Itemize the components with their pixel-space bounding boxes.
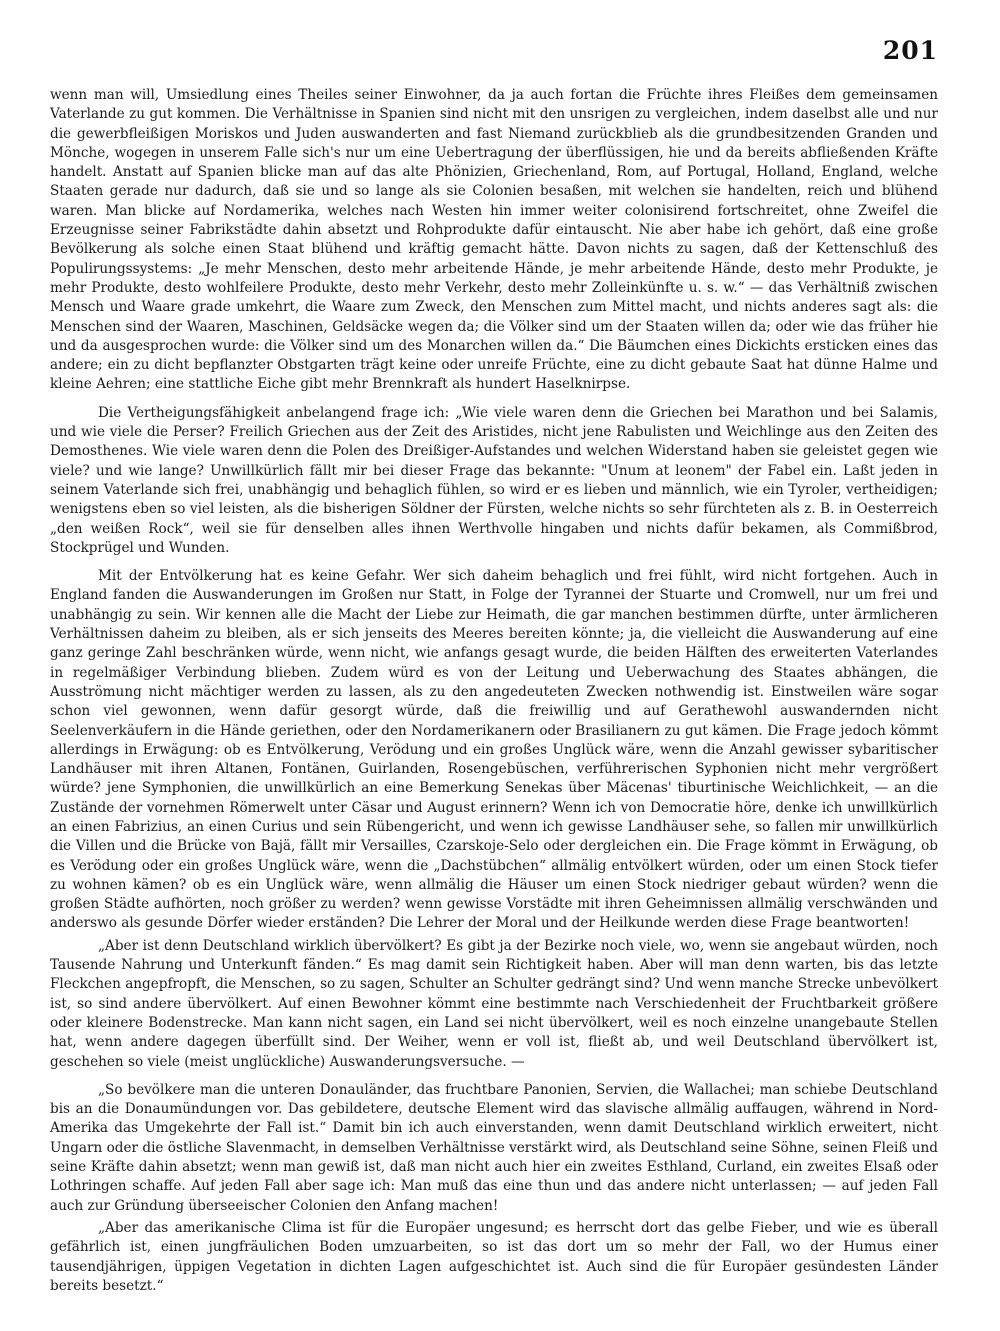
paragraph-overpopulation-question: „Aber ist denn Deutschland wirklich übervölkert? Es gibt ja der Bezirke noch viele, wo, wenn sie angebaut würden, noch Tausende Nahrung und Unterkunft fänden.“ Es mag damit sein Richtigkeit haben. Aber will man denn warten, bis das letzte Fleckchen angepfropft, die Menschen, so zu sagen, Schulter an Schulter gedrängt sind? Und wenn manche Strecke unbevölkert ist, so sind andere übervölkert. Auf einen Bewohner kömmt eine bestimmte nach Verschiedenheit der Fruchtbarkeit größere oder kleinere Bodenstrecke. Man kann nicht sagen, ein Land sei nicht übervölkert, weil es noch einzelne unangebaute Stellen hat, wenn andere dagegen überfüllt sind. Der Weiher, wenn er voll ist, fließt ab, und weil Deutschland übervölkert ist, geschehen so viele (meist unglückliche) Auswanderungsversuche. — [50, 937, 938, 1070]
paragraph-depopulation: Mit der Entvölkerung hat es keine Gefahr. Wer sich daheim behaglich und frei fühlt, wird nicht fortgehen. Auch in England fanden die Auswanderungen im Großen nur Statt, in Folge der Tyrannei der Stuarte und Cromwell, nur um frei und unabhängig zu sein. Wir kennen alle die Macht der Liebe zur Heimath, die gar manchen bestimmen dürfte, unter ärmlicheren Verhältnissen daheim zu bleiben, als er sich jenseits des Meeres bereiten könnte; ja, die vielleicht die Auswanderung auf eine ganz geringe Zahl beschränken würde, wenn nicht, wie anfangs gesagt wurde, die beiden Hälften des erweiterten Vaterlandes in regelmäßiger Verbindung blieben. Zudem würd es von der Leitung und Ueberwachung des Staates abhängen, die Ausströmung nicht mächtiger werden zu lassen, als zu den angedeuteten Zwecken nothwendig ist. Einstweilen wäre sogar schon viel gewonnen, wenn dafür gesorgt würde, daß die freiwillig und auf Gerathewohl auswandernden nicht Seelenverkäufern in die Hände geriethen, oder den Nordamerikanern oder Brasilianern zu gut kämen. Die Frage jedoch kömmt allerdings in Erwägung: ob es Entvölkerung, Verödung und ein großes Unglück wäre, wenn die Anzahl gewisser sybaritischer Landhäuser mit ihren Altanen, Fontänen, Guirlanden, Rosengebüschen, verführerischen Syphonien nicht mehr vergrößert würde? jene Symphonien, die unwillkürlich an eine Bemerkung Senekas über Mäcenas' tiburtinische Weichlichkeit, — an die Zustände der vornehmen Römerwelt unter Cäsar und August erinnern? Wenn ich von Democratie höre, denke ich unwillkürlich an einen Fabrizius, an einen Curius und sein Rübengericht, und wenn ich gewisse Landhäuser sehe, so fallen mir unwillkürlich die Villen und die Brücke von Bajä, fällt mir Versailles, Czarskoje-Selo oder dergleichen ein. Die Frage kömmt in Erwägung, ob es Verödung oder ein großes Unglück wäre, wenn die „Dachstübchen“ allmälig entvölkert würden, oder um einen Stock tiefer zu wohnen kämen? ob es ein Unglück wäre, wenn allmälig die Häuser um einen Stock niedriger gebaut würden? wenn die großen Städte aufhörten, noch größer zu werden? wenn gewisse Vorstädte mit ihren Geheimnissen allmälig verschwänden und anderswo als gesunde Dörfer wieder erständen? Die Lehrer der Moral und der Heilkunde werden diese Frage beantworten! [50, 568, 938, 932]
paragraph-american-climate: „Aber das amerikanische Clima ist für die Europäer ungesund; es herrscht dort das gelbe Fieber, und wie es überall gefährlich ist, einen jungfräulichen Boden umzuarbeiten, so ist das dort um so mehr der Fall, wo der Humus einer tausendjährigen, üppigen Vegetation in dichten Lagen aufgeschichtet ist. Auch sind die für Europäer gesündesten Länder bereits besetzt.“ [50, 1219, 938, 1294]
page-number: 201 [882, 36, 938, 65]
paragraph-danube-lands: „So bevölkere man die unteren Donauländer, das fruchtbare Panonien, Servien, die Wallachei; man schiebe Deutschland bis an die Donaumündungen vor. Das gebildetere, deutsche Element wird das slavische allmälig auffaugen, während in Nord-Amerika das Umgekehrte der Fall ist.“ Damit bin ich auch einverstanden, wenn damit Deutschland wirklich erweitert, nicht Ungarn oder die östliche Slavenmacht, in demselben Verhältnisse verstärkt wird, als Deutschland seine Söhne, seinen Fleiß und seine Kräfte dahin absetzt; wenn man gewiß ist, daß man nicht auch hier ein zweites Esthland, Curland, ein zweites Elsaß oder Lothringen schaffe. Auf jeden Fall aber sage ich: Man muß das eine thun und das andere nicht unterlassen; — auf jeden Fall auch zur Gründung überseeischer Colonien den Anfang machen! [50, 1081, 938, 1214]
paragraph-defense-capability: Die Vertheigungsfähigkeit anbelangend frage ich: „Wie viele waren denn die Griechen bei Marathon und bei Salamis, und wie viele die Perser? Freilich Griechen aus der Zeit des Aristides, nicht jene Rabulisten und Weichlinge aus den Zeiten des Demosthenes. Wie viele waren denn die Polen des Dreißiger-Aufstandes und welchen Widerstand haben sie geleistet gegen wie viele? und wie lange? Unwillkürlich fällt mir bei dieser Frage das bekannte: "Unum at leonem" der Fabel ein. Laßt jeden in seinem Vaterlande sich frei, unabhängig und behaglich fühlen, so wird er es lieben und männlich, wie ein Tyroler, vertheidigen; wenigstens eben so viel leisten, als die bisherigen Söldner der Fürsten, welche nichts so sehr fürchteten als z. B. in Oesterreich „den weißen Rock“, weil sie für denselben alles ihnen Werthvolle hingaben und nichts dafür bekamen, als Commißbrod, Stockprügel und Wunden. [50, 404, 938, 556]
paragraph-emigration-comparison: wenn man will, Umsiedlung eines Theiles seiner Einwohner, da ja auch fortan die Früchte ihres Fleißes dem gemeinsamen Vaterlande zu gut kommen. Die Verhältnisse in Spanien sind nicht mit den unsrigen zu vergleichen, indem daselbst alle und nur die gewerbfleißigen Moriskos und Juden auswanderten and fast Niemand zurückblieb als die grundbesitzenden Granden und Mönche, wogegen in unserem Falle sich's nur um eine Uebertragung der überflüssigen, hie und da bereits abfließenden Kräfte handelt. Anstatt auf Spanien blicke man auf das alte Phönizien, Griechenland, Rom, auf Portugal, Holland, England, welche Staaten gerade nur dadurch, daß sie und so lange als sie Colonien besaßen, mit welchen sie handelten, reich und blühend waren. Man blicke auf Nordamerika, welches nach Westen hin immer weiter colonisirend fortschreitet, ohne Zweifel die Erzeugnisse seiner Fabrikstädte dahin absetzt und Rohprodukte dafür eintauscht. Nie aber habe ich gehört, daß eine große Bevölkerung als solche einen Staat blühend und kräftig gemacht hätte. Davon nichts zu sagen, daß der Kettenschluß des Populirungssystems: „Je mehr Menschen, desto mehr arbeitende Hände, je mehr arbeitende Hände, desto mehr Produkte, je mehr Produkte, desto wohlfeilere Produkte, desto mehr Verkehr, desto mehr Zolleinkünfte u. s. w.“ — das Verhältniß zwischen Mensch und Waare grade umkehrt, die Waare zum Zweck, den Menschen zum Mittel macht, und nichts anderes sagt als: die Menschen sind der Waaren, Maschinen, Geldsäcke wegen da; die Völker sind um der Staaten willen da; oder wie das früher hie und da ausgesprochen wurde: die Völker sind um des Monarchen willen da.“ Die Bäumchen eines Dickichts ersticken eines das andere; ein zu dicht bepflanzter Obstgarten trägt keine oder unreife Früchte, eine zu dicht gebaute Saat hat dünne Halme und kleine Aehren; eine stattliche Eiche gibt mehr Brennkraft als hundert Haselknirpse. [50, 87, 938, 393]
